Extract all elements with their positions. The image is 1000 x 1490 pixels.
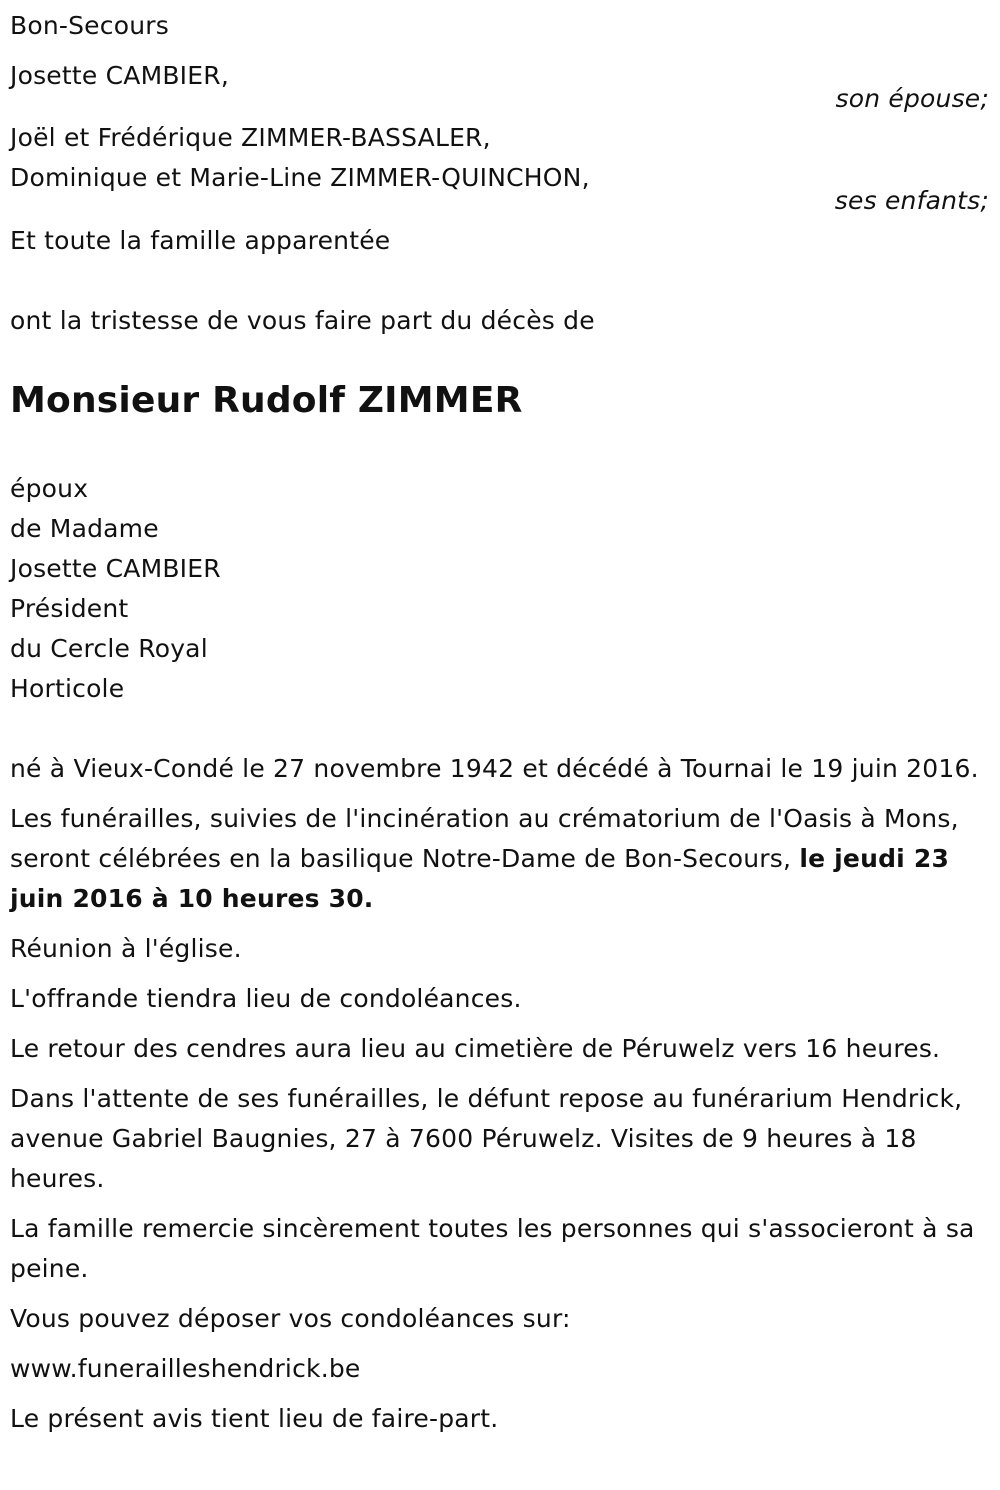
condolences-intro: Vous pouvez déposer vos condoléances sur:	[10, 1304, 571, 1333]
relatives-line: Et toute la famille apparentée	[10, 226, 391, 255]
title-line-2: de Madame	[10, 514, 159, 543]
funeral-paragraph	[10, 799, 995, 919]
title-line-3: Josette CAMBIER	[10, 554, 221, 583]
title-line-6: Horticole	[10, 674, 125, 703]
thanks-paragraph: La famille remercie sincèrement toutes les personnes qui s'associeront à sa peine.	[10, 1214, 975, 1283]
offering-paragraph: L'offrande tiendra lieu de condoléances.	[10, 984, 522, 1013]
reunion-paragraph: Réunion à l'église.	[10, 934, 242, 963]
spouse-role: son épouse;	[835, 84, 989, 113]
place-name: Bon-Secours	[10, 11, 169, 40]
obituary-body	[10, 749, 995, 1449]
deceased-name: Monsieur Rudolf ZIMMER	[10, 380, 523, 421]
website-line: www.funerailleshendrick.be	[10, 1354, 361, 1383]
notice-line: Le présent avis tient lieu de faire-part.	[10, 1404, 499, 1433]
title-line-1: époux	[10, 474, 89, 503]
ashes-paragraph: Le retour des cendres aura lieu au cimetière de Péruwelz vers 16 heures.	[10, 1034, 941, 1063]
title-line-5: du Cercle Royal	[10, 634, 208, 663]
child-line-2: Dominique et Marie-Line ZIMMER-QUINCHON,	[10, 163, 590, 192]
child-line-1: Joël et Frédérique ZIMMER-BASSALER,	[10, 123, 491, 152]
funeral-text: Les funérailles, suivies de l'incinération au crématorium de l'Oasis à Mons, seront célébrées en la basilique Notre-Dame de Bon-Secours,	[10, 804, 959, 873]
funeral-datetime: le jeudi 23 juin 2016 à 10 heures 30.	[10, 844, 950, 913]
birth-death-paragraph: né à Vieux-Condé le 27 novembre 1942 et décédé à Tournai le 19 juin 2016.	[10, 754, 979, 783]
children-role: ses enfants;	[834, 186, 989, 215]
title-line-4: Président	[10, 594, 129, 623]
announcement-line: ont la tristesse de vous faire part du décès de	[10, 306, 595, 335]
spouse-name: Josette CAMBIER,	[10, 61, 229, 90]
repose-paragraph: Dans l'attente de ses funérailles, le défunt repose au funérarium Hendrick, avenue Gabriel Baugnies, 27 à 7600 Péruwelz. Visites de 9 heures à 18 heures.	[10, 1084, 963, 1193]
